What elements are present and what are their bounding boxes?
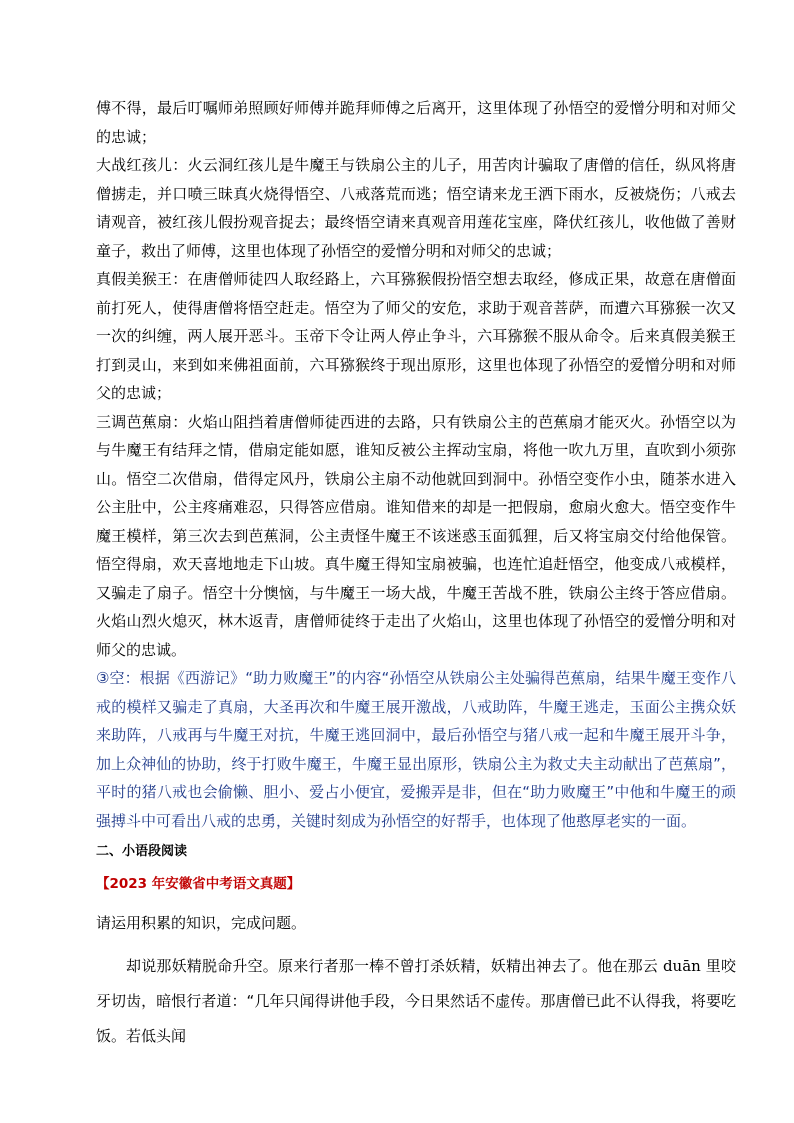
section-heading: 二、小语段阅读	[96, 844, 188, 859]
answer-paragraph-1: 傅不得，最后叮嘱师弟照顾好师傅并跪拜师傅之后离开，这里体现了孙悟空的爱憎分明和对师父的忠诚；	[96, 99, 736, 146]
pinyin-blank: duān	[662, 957, 701, 975]
answer-paragraph-banana-fan: 三调芭蕉扇：火焰山阻挡着唐僧师徒西进的去路，只有铁扇公主的芭蕉扇才能灭火。孙悟空以为与牛魔王有结拜之情，借扇定能如愿，谁知反被公主挥动宝扇，将他一吹九万里，直吹到小须弥山。悟空二次借扇，借得定风丹，铁扇公主扇不动他就回到洞中。孙悟空变作小虫，随茶水进入公主肚中，公主疼痛难忍，只得答应借扇。谁知借来的却是一把假扇，愈扇火愈大。悟空变作牛魔王模样，第三次去到芭蕉洞，公主责怪牛魔王不该迷惑玉面狐狸，后又将宝扇交付给他保管。悟空得扇，欢天喜地地走下山坡。真牛魔王得知宝扇被骗，也连忙追赶悟空，他变成八戒模样，又骗走了扇子。悟空十分懊恼，与牛魔王一场大战，牛魔王苦战不胜，铁扇公主终于答应借扇。火焰山烈火熄灭，林木返青，唐僧师徒终于走出了火焰山，这里也体现了孙悟空的爱憎分明和对师父的忠诚。	[96, 412, 736, 659]
reading-passage	[96, 949, 736, 1054]
passage-text-before: 却说那妖精脱命升空。原来行者那一棒不曾打杀妖精，妖精出神去了。他在那云	[126, 957, 663, 975]
passage-text-after: 里咬牙切齿，暗恨行者道：“几年只闻得讲他手段，今日果然话不虚传。那唐僧已此不认得我，将要吃饭。若低头闻	[96, 957, 736, 1045]
source-label: 【2023 年安徽省中考语文真题】	[96, 876, 301, 892]
question-prompt: 请运用积累的知识，完成问题。	[96, 914, 307, 932]
answer-paragraph-monkey-king: 真假美猴王：在唐僧师徒四人取经路上，六耳猕猴假扮悟空想去取经，修成正果，故意在唐僧面前打死人，使得唐僧将悟空赶走。悟空为了师父的安危，求助于观音菩萨，而遭六耳猕猴一次又一次的纠缠，两人展开恶斗。玉帝下令让两人停止争斗，六耳猕猴不服从命令。后来真假美猴王打到灵山，来到如来佛祖面前，六耳猕猴终于现出原形，这里也体现了孙悟空的爱憎分明和对师父的忠诚；	[96, 270, 736, 402]
document-page	[96, 94, 736, 1054]
answer-paragraph-blank-3: ③空：根据《西游记》“助力败魔王”的内容“孙悟空从铁扇公主处骗得芭蕉扇，结果牛魔王变作八戒的模样又骗走了真扇，大圣再次和牛魔王展开激战，八戒助阵，牛魔王逃走，玉面公主携众妖来助阵，八戒再与牛魔王对抗，牛魔王逃回洞中，最后孙悟空与猪八戒一起和牛魔王展开斗争，加上众神仙的协助，终于打败牛魔王，牛魔王显出原形，铁扇公主为救丈夫主动献出了芭蕉扇”，平时的猪八戒也会偷懒、胆小、爱占小便宜，爱搬弄是非，但在“助力败魔王”中他和牛魔王的顽强搏斗中可看出八戒的忠勇，关键时刻成为孙悟空的好帮手，也体现了他憨厚老实的一面。	[96, 669, 736, 830]
answer-paragraph-red-boy: 大战红孩儿：火云洞红孩儿是牛魔王与铁扇公主的儿子，用苦肉计骗取了唐僧的信任，纵风将唐僧掳走，并口喷三昧真火烧得悟空、八戒落荒而逃；悟空请来龙王洒下雨水，反被烧伤；八戒去请观音，被红孩儿假扮观音捉去；最终悟空请来真观音用莲花宝座，降伏红孩儿，收他做了善财童子，救出了师傅，这里也体现了孙悟空的爱憎分明和对师父的忠诚；	[96, 156, 736, 260]
